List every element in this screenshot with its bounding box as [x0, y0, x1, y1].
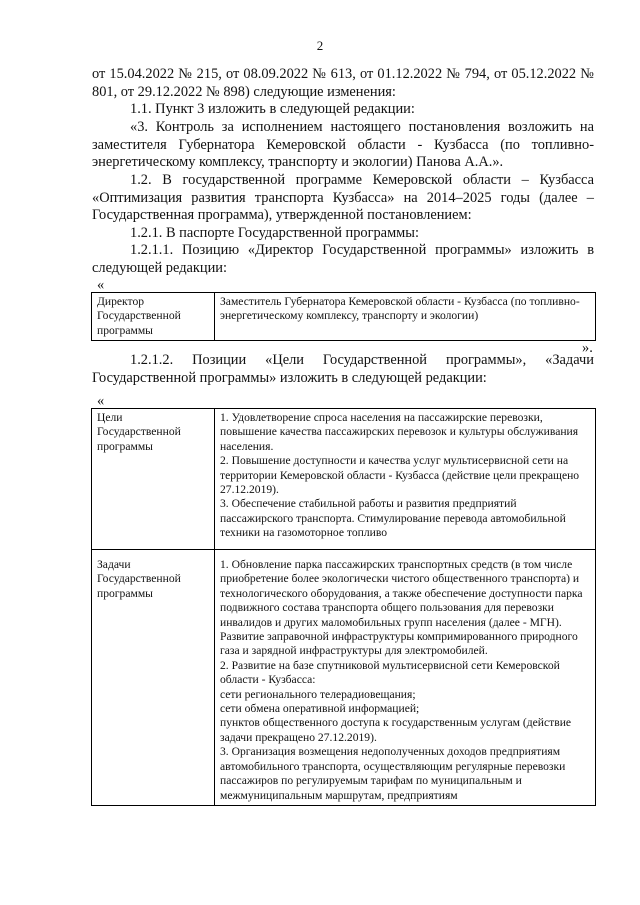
table-row [92, 550, 596, 806]
quote-open-2: « [97, 393, 105, 409]
tasks-content-cell [215, 550, 596, 806]
paragraph-amendments-list: от 15.04.2022 № 215, от 08.09.2022 № 613, от 01.12.2022 № 794, от 05.12.2022 № 801, от 29.12.2022 № 898) следующие изменения: [92, 66, 594, 100]
director-table [91, 292, 596, 341]
director-label-cell: Директор Государственной программы [92, 293, 215, 341]
paragraph-1-2-1-2: 1.2.1.2. Позиции «Цели Государственной программы», «Задачи Государственной программы» изложить в следующей редакции: [92, 352, 594, 386]
page-number: 2 [316, 38, 324, 53]
task-item: пунктов общественного доступа к государственным услугам (действие задачи прекращено 27.12.2019). [220, 716, 572, 744]
paragraph-item-3-text: «3. Контроль за исполнением настоящего постановления возложить на заместителя Губернатора Кемеровской области - Кузбасса (по топливно-энергетическому комплексу, транспорту и экологии) Панова А.А.». [92, 119, 594, 171]
goals-content-cell [215, 409, 596, 550]
goal-item: 2. Повышение доступности и качества услуг мультисервисной сети на территории Кемеровской области - Кузбасса (действие цели прекращено 27.12.2019). [220, 454, 580, 497]
table-row [92, 293, 596, 341]
task-item: сети обмена оперативной информацией; [220, 702, 420, 716]
paragraph-1-2: 1.2. В государственной программе Кемеровской области – Кузбасса «Оптимизация развития транспорта Кузбасса» на 2014–2025 годы (далее – Государственная программа), утвержденной постановлением: [92, 172, 594, 224]
paragraph-1-2-1: 1.2.1. В паспорте Государственной программы: [130, 225, 419, 241]
goal-item: 1. Удовлетворение спроса населения на пассажирские перевозки, повышение качества пассажирских перевозок и культуры обслуживания населения. [220, 411, 579, 453]
task-item: сети регионального телерадиовещания; [220, 687, 416, 701]
task-item: 2. Развитие на базе спутниковой мультисервисной сети Кемеровской области - Кузбасса: [220, 658, 560, 687]
quote-open-1: « [97, 277, 105, 293]
director-value-cell: Заместитель Губернатора Кемеровской области - Кузбасса (по топливно-энергетическому комплексу, транспорту и экологии) [215, 293, 596, 341]
goals-tasks-table [91, 408, 596, 806]
table-row [92, 409, 596, 550]
paragraph-1-1: 1.1. Пункт 3 изложить в следующей редакции: [130, 101, 415, 117]
goal-item: 3. Обеспечение стабильной работы и развития предприятий пассажирского транспорта. Стимулирование перевода автомобильной техники на газомоторное топливо [220, 497, 566, 540]
task-item: 1. Обновление парка пассажирских транспортных средств (в том числе приобретение более экологически чистого общественного транспорта) и технологического оборудования, а также обеспечение доступности парка подвижного состава транспорта общего пользования для перевозки инвалидов и других маломобильных групп населения (далее - МГН). Развитие заправочной инфраструктуры компримированного природного газа и зарядной инфраструктуры для электромобилей. [220, 558, 583, 658]
tasks-label-cell: Задачи Государственной программы [92, 550, 215, 806]
task-item: 3. Организация возмещения недополученных доходов предприятиям автомобильного транспорта, осуществляющим регулярные перевозки пассажиров по регулируемым тарифам по муниципальным и межмуниципальным маршрутам, предприятиям [220, 745, 566, 802]
goals-label-cell: Цели Государственной программы [92, 409, 215, 550]
paragraph-1-2-1-1: 1.2.1.1. Позицию «Директор Государственной программы» изложить в следующей редакции: [92, 242, 594, 276]
quote-close-1: ». [582, 340, 593, 356]
